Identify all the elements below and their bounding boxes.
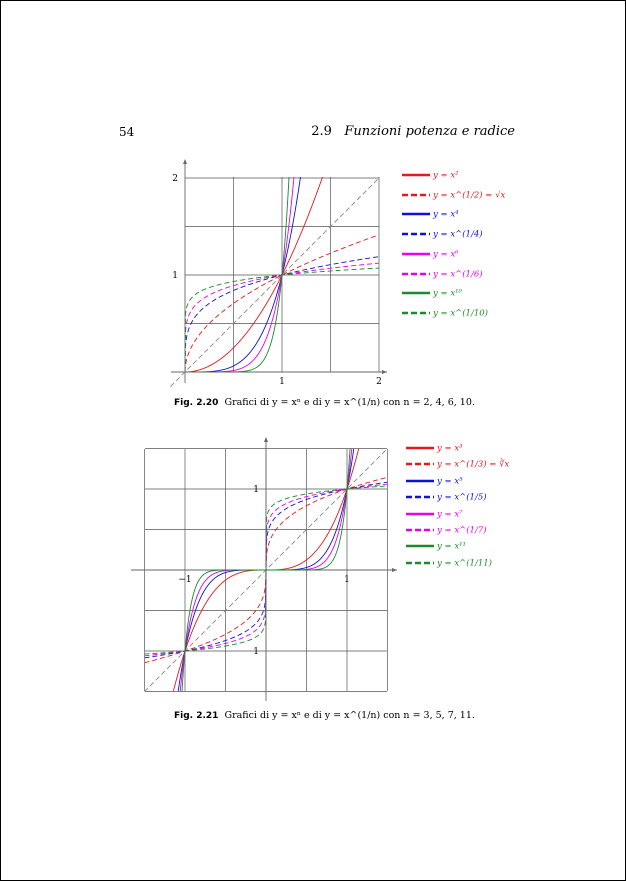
figure2-caption-label: Fig. 2.21 — [174, 711, 219, 721]
chart2-xtick-1: 1 — [344, 575, 350, 585]
legend-label: y = x⁵ — [437, 476, 463, 487]
chart1-xtick-1: 1 — [279, 377, 285, 387]
legend-label: y = x⁶ — [433, 249, 459, 260]
legend-entry — [401, 230, 483, 239]
section-title: Funzioni potenza e radice — [344, 124, 515, 139]
legend-swatch — [405, 493, 435, 501]
legend-entry — [405, 460, 509, 469]
legend-swatch — [405, 510, 435, 518]
legend-swatch — [405, 477, 435, 485]
legend-entry — [405, 559, 492, 568]
legend-swatch — [405, 444, 435, 452]
chart1-ytick-2: 2 — [172, 174, 178, 184]
figure1-caption-text: Grafici di y = xⁿ e di y = x^(1/n) con n = 2, 4, 6, 10. — [224, 397, 475, 408]
legend-label: y = x³ — [437, 443, 463, 454]
legend-entry — [401, 171, 459, 180]
legend-label: y = x¹⁰ — [433, 288, 462, 299]
legend-swatch — [401, 250, 431, 258]
legend-entry — [401, 270, 483, 279]
chart2-xtick-neg1: −1 — [178, 575, 192, 585]
chart1-y-arrow — [183, 159, 187, 164]
legend-entry — [405, 444, 463, 453]
legend-entry — [405, 542, 466, 551]
legend-entry — [401, 210, 459, 219]
figure2-caption-text: Grafici di y = xⁿ e di y = x^(1/n) con n = 3, 5, 7, 11. — [224, 710, 475, 721]
chart1-x-arrow — [382, 370, 387, 374]
legend-entry — [405, 510, 463, 519]
legend-entry — [401, 309, 488, 318]
section-number: 2.9 — [311, 124, 332, 139]
legend-label: y = x^(1/11) — [437, 558, 492, 569]
legend-swatch — [405, 559, 435, 567]
legend-label: y = x^(1/3) = ∛x — [437, 459, 510, 470]
legend-swatch — [401, 270, 431, 278]
figure1-caption — [174, 397, 475, 408]
chart1-ytick-1: 1 — [172, 271, 178, 281]
legend-swatch — [405, 526, 435, 534]
figure2-caption — [174, 710, 475, 721]
legend-label: y = x¹¹ — [437, 541, 466, 552]
legend-label: y = x^(1/4) — [433, 229, 483, 240]
chart2-y-arrow — [264, 437, 268, 442]
chart1-xtick-2: 2 — [376, 377, 382, 387]
figure1-caption-label: Fig. 2.20 — [174, 398, 219, 408]
legend-label: y = x⁴ — [433, 209, 459, 220]
legend-swatch — [401, 289, 431, 297]
legend-entry — [405, 526, 487, 535]
legend-label: y = x^(1/7) — [437, 525, 487, 536]
legend-entry — [405, 493, 487, 502]
chart1-reference-line — [170, 178, 379, 387]
legend-label: y = x⁷ — [437, 509, 463, 520]
page-number: 54 — [119, 125, 135, 139]
chart2-ytick-1: 1 — [253, 485, 259, 495]
chart2-x-arrow — [392, 568, 397, 572]
figures-canvas — [1, 1, 626, 882]
legend-swatch — [401, 230, 431, 238]
legend-label: y = x^(1/10) — [433, 308, 488, 319]
legend-entry — [401, 191, 505, 200]
chart2-ytick-neg1: 1 — [253, 647, 259, 657]
legend-swatch — [401, 309, 431, 317]
legend-label: y = x^(1/6) — [433, 269, 483, 279]
legend-label: y = x^(1/2) = √x — [433, 190, 506, 201]
legend-swatch — [401, 191, 431, 199]
legend-entry — [401, 289, 462, 298]
legend-entry — [401, 250, 459, 259]
legend-swatch — [405, 460, 435, 468]
legend-swatch — [401, 210, 431, 218]
legend-swatch — [401, 171, 431, 179]
legend-swatch — [405, 542, 435, 550]
legend-label: y = x^(1/5) — [437, 492, 487, 503]
legend-entry — [405, 477, 463, 486]
legend-label: y = x² — [433, 170, 459, 181]
